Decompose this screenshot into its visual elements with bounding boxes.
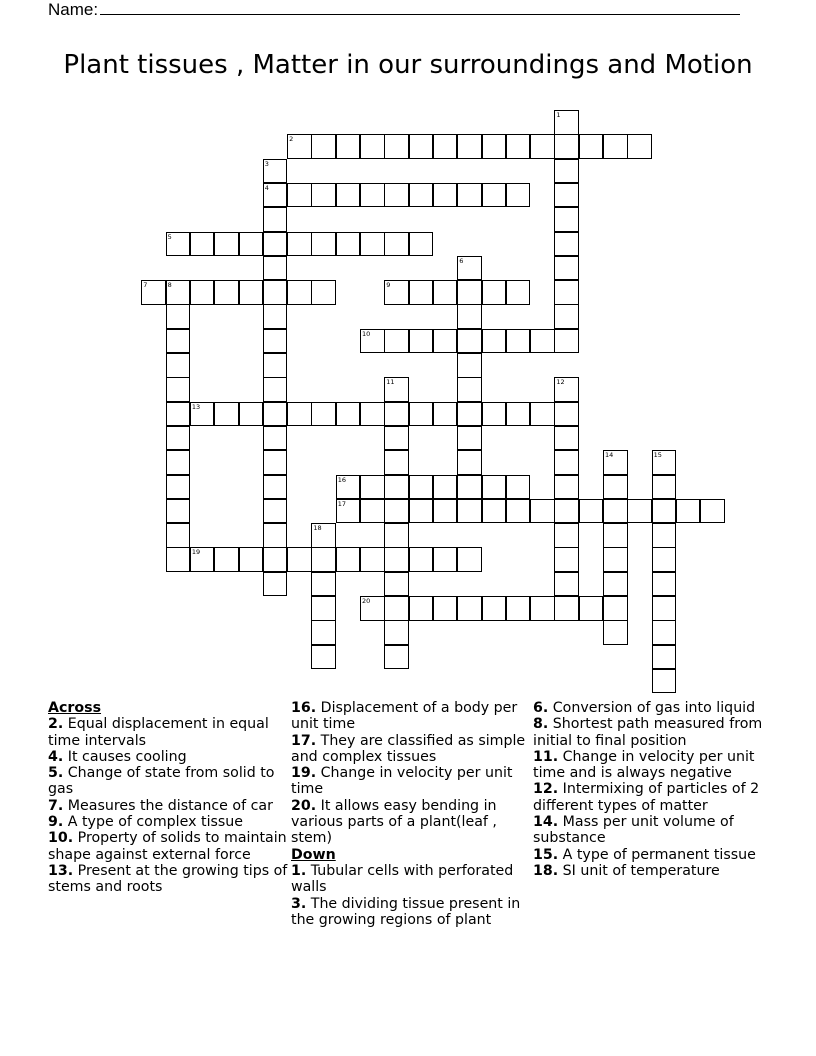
grid-cell[interactable] <box>554 110 579 135</box>
grid-cell[interactable] <box>166 232 191 257</box>
grid-cell[interactable] <box>627 499 652 524</box>
clue-item <box>533 749 773 782</box>
grid-cell[interactable] <box>311 572 336 597</box>
grid-cell[interactable] <box>433 402 458 427</box>
clue-item-number: 15. <box>533 846 559 863</box>
grid-cell[interactable] <box>166 499 191 524</box>
clue-item-number: 17. <box>291 732 317 749</box>
grid-cell[interactable] <box>482 134 507 159</box>
grid-cell[interactable] <box>482 475 507 500</box>
grid-cell[interactable] <box>603 475 628 500</box>
grid-cell[interactable] <box>457 402 482 427</box>
clues-column-1 <box>48 700 288 896</box>
grid-cell[interactable] <box>214 547 239 572</box>
grid-cell[interactable] <box>433 329 458 354</box>
grid-cell[interactable] <box>433 183 458 208</box>
clue-item-text: Mass per unit volume of substance <box>533 814 734 847</box>
grid-cell[interactable] <box>652 523 677 548</box>
clue-item <box>48 830 288 863</box>
clue-item <box>291 896 526 929</box>
across-header: Across <box>48 700 102 716</box>
grid-cell[interactable] <box>554 547 579 572</box>
grid-cell[interactable] <box>360 329 385 354</box>
grid-cell[interactable] <box>433 134 458 159</box>
clue-item-text: It allows easy bending in various parts of a plant(leaf , stem) <box>291 797 497 847</box>
grid-cell[interactable] <box>384 134 409 159</box>
grid-cell[interactable] <box>554 402 579 427</box>
grid-cell[interactable] <box>409 547 434 572</box>
grid-cell[interactable] <box>239 232 264 257</box>
grid-cell[interactable] <box>311 134 336 159</box>
clue-item <box>48 798 288 814</box>
grid-cell[interactable] <box>506 596 531 621</box>
across-clue-list <box>48 716 288 895</box>
grid-cell[interactable] <box>482 596 507 621</box>
grid-cell[interactable] <box>287 183 312 208</box>
clue-item <box>48 863 288 896</box>
clue-number: 11 <box>386 378 395 387</box>
clue-item <box>291 863 526 896</box>
grid-cell[interactable] <box>554 280 579 305</box>
clue-item <box>291 733 526 766</box>
clue-item-text: Present at the growing tips of stems and roots <box>48 862 288 896</box>
grid-cell[interactable] <box>311 183 336 208</box>
grid-cell[interactable] <box>214 402 239 427</box>
clue-item-number: 3. <box>291 895 307 912</box>
clue-item <box>291 765 526 798</box>
down-clue-list-continued <box>533 700 773 879</box>
clue-item <box>48 765 288 798</box>
grid-cell[interactable] <box>652 499 677 524</box>
grid-cell[interactable] <box>409 183 434 208</box>
grid-cell[interactable] <box>190 547 215 572</box>
grid-cell[interactable] <box>652 645 677 670</box>
clue-item <box>533 863 773 879</box>
grid-cell[interactable] <box>166 377 191 402</box>
grid-cell[interactable] <box>482 280 507 305</box>
clue-item-number: 18. <box>533 862 559 879</box>
grid-cell[interactable] <box>214 232 239 257</box>
clue-item-text: Intermixing of particles of 2 different types of matter <box>533 781 760 814</box>
clue-number: 6 <box>459 256 464 265</box>
grid-cell[interactable] <box>384 402 409 427</box>
grid-cell[interactable] <box>700 499 725 524</box>
grid-cell[interactable] <box>603 620 628 645</box>
grid-cell[interactable] <box>239 547 264 572</box>
clue-number: 18 <box>313 524 322 533</box>
grid-cell[interactable] <box>384 572 409 597</box>
clue-number: 14 <box>605 451 614 460</box>
clue-item-text: Conversion of gas into liquid <box>548 700 756 716</box>
grid-cell[interactable] <box>603 596 628 621</box>
grid-cell[interactable] <box>166 547 191 572</box>
grid-cell[interactable] <box>263 353 288 378</box>
grid-cell[interactable] <box>652 475 677 500</box>
grid-cell[interactable] <box>433 547 458 572</box>
grid-cell[interactable] <box>482 183 507 208</box>
grid-cell[interactable] <box>433 475 458 500</box>
name-label: Name: <box>48 0 99 19</box>
grid-cell[interactable] <box>384 183 409 208</box>
clue-item-number: 8. <box>533 716 549 733</box>
grid-cell[interactable] <box>360 475 385 500</box>
clue-item-text: Property of solids to maintain shape against external force <box>48 830 287 863</box>
clue-item-text: A type of permanent tissue <box>558 846 756 863</box>
grid-cell[interactable] <box>263 523 288 548</box>
grid-cell[interactable] <box>311 596 336 621</box>
grid-cell[interactable] <box>652 669 677 694</box>
clue-number: 16 <box>337 475 346 484</box>
clue-item <box>533 814 773 847</box>
clue-number: 15 <box>653 451 662 460</box>
clue-item-number: 12. <box>533 781 559 798</box>
grid-cell[interactable] <box>360 596 385 621</box>
grid-cell[interactable] <box>384 620 409 645</box>
grid-cell[interactable] <box>263 499 288 524</box>
grid-cell[interactable] <box>554 499 579 524</box>
grid-cell[interactable] <box>482 329 507 354</box>
grid-cell[interactable] <box>311 547 336 572</box>
grid-cell[interactable] <box>360 134 385 159</box>
grid-cell[interactable] <box>311 280 336 305</box>
grid-cell[interactable] <box>579 499 604 524</box>
grid-cell[interactable] <box>457 329 482 354</box>
grid-cell[interactable] <box>360 232 385 257</box>
grid-cell[interactable] <box>457 256 482 281</box>
grid-cell[interactable] <box>652 547 677 572</box>
grid-cell[interactable] <box>457 134 482 159</box>
grid-cell[interactable] <box>384 377 409 402</box>
grid-cell[interactable] <box>457 183 482 208</box>
grid-cell[interactable] <box>554 523 579 548</box>
clue-item-text: Equal displacement in equal time intervals <box>48 716 269 749</box>
clue-item-text: Change in velocity per unit time <box>291 765 513 798</box>
grid-cell[interactable] <box>384 645 409 670</box>
grid-cell[interactable] <box>530 402 555 427</box>
grid-cell[interactable] <box>336 134 361 159</box>
grid-cell[interactable] <box>263 475 288 500</box>
across-clue-list-continued <box>291 700 526 847</box>
grid-cell[interactable] <box>506 402 531 427</box>
grid-cell[interactable] <box>457 426 482 451</box>
grid-cell[interactable] <box>409 232 434 257</box>
grid-cell[interactable] <box>530 329 555 354</box>
grid-cell[interactable] <box>579 134 604 159</box>
clue-number: 10 <box>362 329 371 338</box>
grid-cell[interactable] <box>409 329 434 354</box>
grid-cell[interactable] <box>360 547 385 572</box>
clue-item-number: 11. <box>533 748 559 765</box>
grid-cell[interactable] <box>336 402 361 427</box>
grid-cell[interactable] <box>409 596 434 621</box>
grid-cell[interactable] <box>506 499 531 524</box>
grid-cell[interactable] <box>263 426 288 451</box>
grid-cell[interactable] <box>409 134 434 159</box>
clue-item-text: Displacement of a body per unit time <box>291 700 518 733</box>
clue-item-text: Shortest path measured from initial to final position <box>533 716 763 749</box>
grid-cell[interactable] <box>166 402 191 427</box>
grid-cell[interactable] <box>263 377 288 402</box>
grid-cell[interactable] <box>384 596 409 621</box>
grid-cell[interactable] <box>384 523 409 548</box>
grid-cell[interactable] <box>336 499 361 524</box>
clue-item <box>48 749 288 765</box>
grid-cell[interactable] <box>263 572 288 597</box>
clue-item-text: Measures the distance of car <box>63 797 273 814</box>
grid-cell[interactable] <box>360 183 385 208</box>
clues-column-3 <box>533 700 773 879</box>
grid-cell[interactable] <box>239 402 264 427</box>
grid-cell[interactable] <box>409 280 434 305</box>
grid-cell[interactable] <box>530 134 555 159</box>
clue-number: 1 <box>556 111 561 119</box>
grid-cell[interactable] <box>506 280 531 305</box>
grid-cell[interactable] <box>506 329 531 354</box>
grid-cell[interactable] <box>384 232 409 257</box>
grid-cell[interactable] <box>190 232 215 257</box>
grid-cell[interactable] <box>506 134 531 159</box>
grid-cell[interactable] <box>166 353 191 378</box>
grid-cell[interactable] <box>287 232 312 257</box>
grid-cell[interactable] <box>554 450 579 475</box>
grid-cell[interactable] <box>263 232 288 257</box>
grid-cell[interactable] <box>457 547 482 572</box>
grid-cell[interactable] <box>166 450 191 475</box>
grid-cell[interactable] <box>627 134 652 159</box>
grid-cell[interactable] <box>166 523 191 548</box>
grid-cell[interactable] <box>263 183 288 208</box>
grid-cell[interactable] <box>554 572 579 597</box>
clue-number: 20 <box>362 597 371 605</box>
grid-cell[interactable] <box>384 280 409 305</box>
clue-number: 8 <box>167 281 172 290</box>
grid-cell[interactable] <box>384 450 409 475</box>
grid-cell[interactable] <box>263 304 288 329</box>
clue-item <box>533 700 773 716</box>
grid-cell[interactable] <box>482 499 507 524</box>
clue-item-number: 9. <box>48 814 64 831</box>
clue-item-number: 19. <box>291 765 317 782</box>
grid-cell[interactable] <box>554 159 579 184</box>
grid-cell[interactable] <box>603 499 628 524</box>
grid-cell[interactable] <box>554 475 579 500</box>
grid-cell[interactable] <box>263 280 288 305</box>
clue-item-number: 16. <box>291 700 317 716</box>
grid-cell[interactable] <box>554 207 579 232</box>
grid-cell[interactable] <box>166 280 191 305</box>
clue-number: 7 <box>143 281 148 290</box>
clue-item-text: Tubular cells with perforated walls <box>291 862 514 896</box>
grid-cell[interactable] <box>603 547 628 572</box>
grid-cell[interactable] <box>554 256 579 281</box>
grid-cell[interactable] <box>457 475 482 500</box>
grid-cell[interactable] <box>360 499 385 524</box>
grid-cell[interactable] <box>263 159 288 184</box>
page-title: Plant tissues , Matter in our surroundings and Motion <box>63 50 753 80</box>
grid-cell[interactable] <box>457 304 482 329</box>
grid-cell[interactable] <box>579 596 604 621</box>
grid-cell[interactable] <box>360 402 385 427</box>
grid-cell[interactable] <box>433 596 458 621</box>
grid-cell[interactable] <box>457 499 482 524</box>
grid-cell[interactable] <box>336 183 361 208</box>
down-header: Down <box>291 846 336 863</box>
grid-cell[interactable] <box>530 596 555 621</box>
clue-item <box>48 814 288 830</box>
clue-item-text: SI unit of temperature <box>558 862 720 879</box>
clue-item-number: 6. <box>533 700 549 716</box>
grid-cell[interactable] <box>554 377 579 402</box>
clue-item-number: 20. <box>291 797 317 814</box>
grid-cell[interactable] <box>409 475 434 500</box>
grid-cell[interactable] <box>263 329 288 354</box>
grid-cell[interactable] <box>214 280 239 305</box>
grid-cell[interactable] <box>457 450 482 475</box>
clue-item-number: 5. <box>48 765 64 782</box>
grid-cell[interactable] <box>239 280 264 305</box>
grid-cell[interactable] <box>336 547 361 572</box>
clue-item-number: 7. <box>48 797 64 814</box>
grid-cell[interactable] <box>603 572 628 597</box>
clue-item <box>533 716 773 749</box>
clue-item <box>533 781 773 814</box>
clue-item <box>291 798 526 847</box>
grid-cell[interactable] <box>384 547 409 572</box>
clue-number: 19 <box>191 548 201 557</box>
clue-item-text: A type of complex tissue <box>63 814 244 831</box>
grid-cell[interactable] <box>287 280 312 305</box>
grid-cell[interactable] <box>554 183 579 208</box>
grid-cell[interactable] <box>554 329 579 354</box>
grid-cell[interactable] <box>311 645 336 670</box>
grid-cell[interactable] <box>554 596 579 621</box>
grid-cell[interactable] <box>652 450 677 475</box>
grid-cell[interactable] <box>190 280 215 305</box>
clue-number: 17 <box>337 499 346 508</box>
grid-cell[interactable] <box>652 596 677 621</box>
grid-cell[interactable] <box>554 304 579 329</box>
grid-cell[interactable] <box>554 426 579 451</box>
clue-item <box>533 847 773 863</box>
clue-item <box>48 716 288 749</box>
grid-cell[interactable] <box>384 426 409 451</box>
down-clue-list <box>291 863 526 928</box>
grid-cell[interactable] <box>166 475 191 500</box>
clue-number: 2 <box>289 135 294 144</box>
grid-cell[interactable] <box>190 402 215 427</box>
grid-cell[interactable] <box>433 499 458 524</box>
clue-number: 12 <box>556 378 565 387</box>
clue-item-text: The dividing tissue present in the growing regions of plant <box>291 895 521 928</box>
grid-cell[interactable] <box>384 475 409 500</box>
grid-cell[interactable] <box>263 256 288 281</box>
clue-item-number: 4. <box>48 748 64 765</box>
grid-cell[interactable] <box>263 547 288 572</box>
grid-cell[interactable] <box>384 329 409 354</box>
grid-cell[interactable] <box>311 402 336 427</box>
grid-cell[interactable] <box>287 547 312 572</box>
grid-cell[interactable] <box>433 280 458 305</box>
clue-number: 4 <box>264 183 269 192</box>
grid-cell[interactable] <box>603 134 628 159</box>
grid-cell[interactable] <box>409 402 434 427</box>
grid-cell[interactable] <box>554 134 579 159</box>
clue-item-number: 2. <box>48 716 64 733</box>
grid-cell[interactable] <box>336 232 361 257</box>
grid-cell[interactable] <box>263 450 288 475</box>
grid-cell[interactable] <box>409 499 434 524</box>
grid-cell[interactable] <box>603 450 628 475</box>
grid-cell[interactable] <box>603 523 628 548</box>
grid-cell[interactable] <box>166 304 191 329</box>
grid-cell[interactable] <box>482 402 507 427</box>
grid-cell[interactable] <box>287 402 312 427</box>
grid-cell[interactable] <box>166 426 191 451</box>
grid-cell[interactable] <box>287 134 312 159</box>
clue-item-number: 14. <box>533 814 559 831</box>
grid-cell[interactable] <box>311 232 336 257</box>
clue-number: 9 <box>386 281 391 290</box>
clue-number: 3 <box>264 159 269 168</box>
grid-cell[interactable] <box>457 377 482 402</box>
clue-item-text: They are classified as simple and complex tissues <box>291 732 526 765</box>
clue-item-number: 10. <box>48 830 74 847</box>
clue-item-text: It causes cooling <box>63 748 187 765</box>
clue-item-number: 13. <box>48 862 74 879</box>
grid-cell[interactable] <box>652 572 677 597</box>
grid-cell[interactable] <box>263 402 288 427</box>
grid-cell[interactable] <box>554 232 579 257</box>
grid-cell[interactable] <box>166 329 191 354</box>
grid-cell[interactable] <box>676 499 701 524</box>
grid-cell[interactable] <box>457 280 482 305</box>
grid-cell[interactable] <box>457 353 482 378</box>
grid-cell[interactable] <box>263 207 288 232</box>
clues-column-2 <box>291 700 526 928</box>
clue-number: 13 <box>191 402 201 411</box>
grid-cell[interactable] <box>457 596 482 621</box>
grid-cell[interactable] <box>506 183 531 208</box>
clue-number: 5 <box>167 232 172 241</box>
clue-item-text: Change of state from solid to gas <box>48 765 275 798</box>
grid-cell[interactable] <box>506 475 531 500</box>
grid-cell[interactable] <box>336 475 361 500</box>
grid-cell[interactable] <box>311 620 336 645</box>
clue-item-text: Change in velocity per unit time and is always negative <box>533 748 755 782</box>
clue-item <box>291 700 526 733</box>
grid-cell[interactable] <box>530 499 555 524</box>
grid-cell[interactable] <box>652 620 677 645</box>
clue-item-number: 1. <box>291 862 307 879</box>
grid-cell[interactable] <box>384 499 409 524</box>
grid-cell[interactable] <box>141 280 166 305</box>
grid-cell[interactable] <box>311 523 336 548</box>
